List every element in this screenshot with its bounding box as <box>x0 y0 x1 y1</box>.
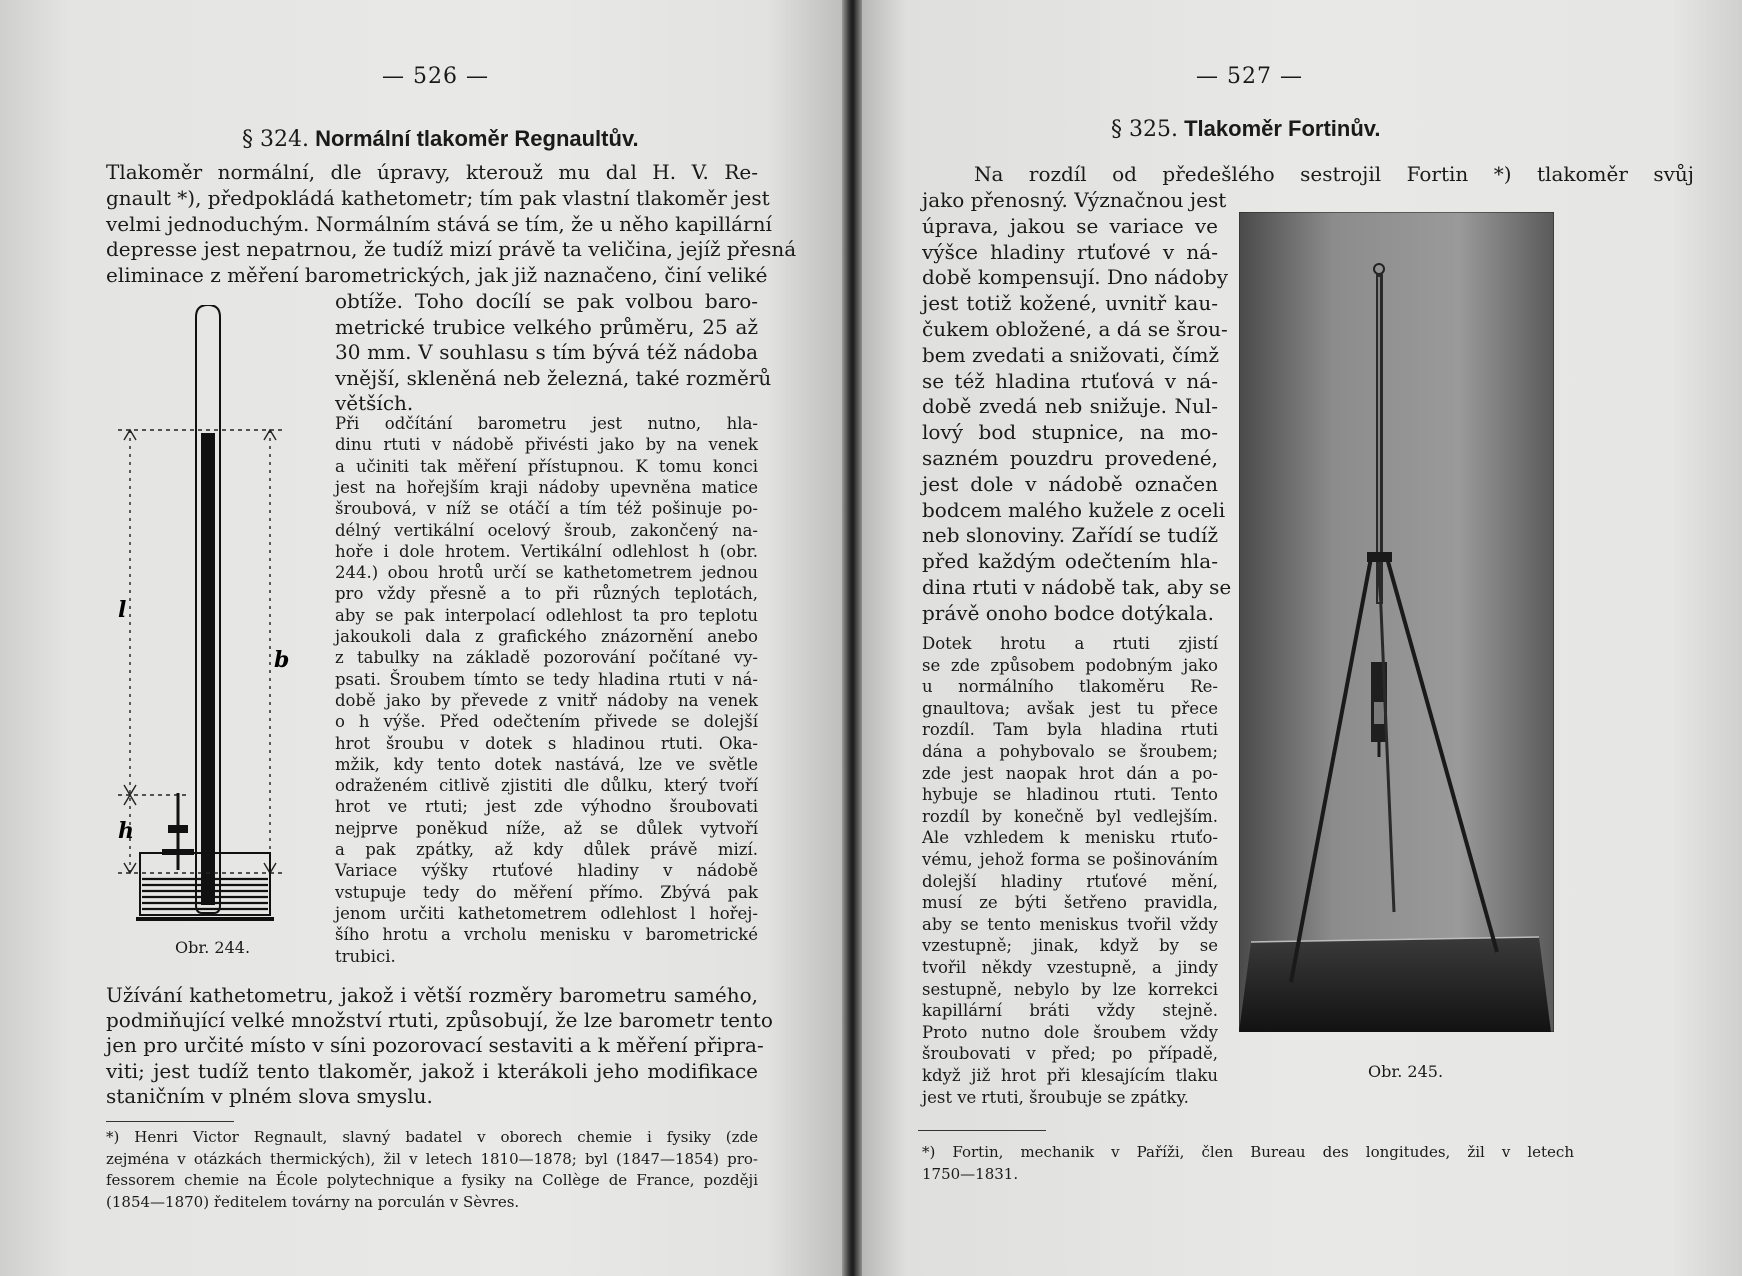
label-h: h <box>118 818 134 844</box>
text-line: o h výše. Před odečtením přivede se dolejší <box>335 712 758 732</box>
text-line: jest dole v nádobě označen <box>922 471 1218 496</box>
footnote-line: *) Fortin, mechanik v Paříži, člen Bureau des longitudes, žil v letech <box>922 1143 1574 1161</box>
text-line: metrické trubice velkého průměru, 25 až <box>335 314 758 339</box>
text-line: jest na hořejším kraji nádoby upevněna matice <box>335 477 758 497</box>
text-line: době kompensují. Dno nádoby <box>922 265 1229 290</box>
text-line: Při odčítání barometru jest nutno, hla- <box>335 414 758 433</box>
footnote-line: (1854—1870) ředitelem továrny na porculán v Sèvres. <box>106 1192 520 1211</box>
text-line: jenom určiti kathetometrem odlehlost l hořej- <box>335 903 758 923</box>
text-line: kapillární bráti vždy stejně. <box>922 1001 1218 1021</box>
page-number-right: — 527 — <box>1196 64 1303 89</box>
text-line: Užívání kathetometru, jakož i větší rozměry barometru samého, <box>106 983 758 1007</box>
text-line: sazném pouzdru provedené, <box>922 446 1218 470</box>
book-gutter <box>842 0 862 1276</box>
text-line: jako přenosný. Význačnou jest <box>922 188 1227 212</box>
text-line: trubici. <box>335 946 396 966</box>
text-line: vnější, skleněná neb železná, také rozměrů <box>335 365 772 390</box>
text-line: neb slonoviny. Zařídí se tudíž <box>922 523 1218 548</box>
text-line: eliminace z měření barometrických, jak již naznačeno, činí veliké <box>106 263 768 288</box>
text-line: zde jest naopak hrot dán a po- <box>922 763 1218 783</box>
text-line: z tabulky na základě pozorování počítané vy- <box>335 648 758 668</box>
text-line: tvořil někdy vzestupně, a jindy <box>922 958 1218 977</box>
section-number: § 325. <box>1111 117 1178 142</box>
text-line: Variace výšky rtuťové hladiny v nádobě <box>335 861 758 881</box>
footnote-line: fessorem chemie na École polytechnique a fysiky na Collège de France, později <box>106 1171 758 1189</box>
section-heading-left <box>242 126 639 152</box>
text-line: Ale vzhledem k menisku rtuťo- <box>922 828 1218 848</box>
left-page <box>0 0 852 1276</box>
text-line: a učiniti tak měření přístupnou. K tomu konci <box>335 456 758 476</box>
text-line: dolejší hladiny rtuťové mění, <box>922 871 1218 891</box>
text-line: u normálního tlakoměru Re- <box>922 677 1218 697</box>
footnote-line: 1750—1831. <box>922 1164 1019 1183</box>
section-heading-right <box>1111 116 1381 142</box>
text-line: jest totiž kožené, uvnitř kau- <box>922 291 1218 316</box>
text-line: nejprve poněkud níže, až se důlek vytvoří <box>335 818 758 838</box>
text-line: rozdíl by konečně byl vedlejším. <box>922 806 1218 826</box>
text-line: podmiňující velké množství rtuti, způsobují, že lze barometr tento <box>106 1008 773 1033</box>
figure-245-caption: Obr. 245. <box>1368 1062 1444 1081</box>
section-title: Normální tlakoměr Regnaultův. <box>315 126 639 151</box>
section-title: Tlakoměr Fortinův. <box>1184 116 1381 141</box>
footnote-rule-left <box>106 1121 234 1122</box>
table-surface <box>1239 937 1551 1032</box>
right-first-line: Na rozdíl od předešlého sestrojil Fortin *) tlakoměr svůj <box>974 162 1694 186</box>
text-line: šroubová, v níž se otáčí a tím též pošinuje po- <box>335 499 758 519</box>
text-line: vstupuje tedy do měření přímo. Zbývá pak <box>335 882 758 902</box>
text-line: sestupně, nebylo by lze korrekci <box>922 979 1218 999</box>
text-line: hrot šroubu v dotek s hladinou rtuti. Oka- <box>335 733 758 753</box>
text-line: dina rtuti v nádobě tak, aby se <box>922 575 1232 599</box>
footnote-line: *) Henri Victor Regnault, slavný badatel v oborech chemie i fysiky (zde <box>106 1128 758 1146</box>
text-line: dinu rtuti v nádobě přivésti jako by na venek <box>335 435 758 455</box>
text-line: vzestupně; jinak, když by se <box>922 936 1218 956</box>
text-line: hrot ve rtuti; jest zde výhodno šroubovati <box>335 797 758 817</box>
text-line: Proto nutno dole šroubem vždy <box>922 1022 1218 1042</box>
label-b: b <box>274 647 290 673</box>
text-line: dána a pohybovalo se šroubem; <box>922 742 1218 761</box>
mercury-column <box>201 433 215 905</box>
text-line: čukem obložené, a dá se šrou- <box>922 317 1228 341</box>
text-line: lový bod stupnice, na mo- <box>922 420 1218 445</box>
text-line: délný vertikální ocelový šroub, zakončený na- <box>335 520 758 540</box>
text-line: jest ve rtuti, šroubuje se zpátky. <box>922 1087 1189 1107</box>
footnote-rule-right <box>918 1130 1046 1131</box>
screw-nut <box>168 825 188 833</box>
text-line: právě onoho bodce dotýkala. <box>922 600 1214 625</box>
text-line: velmi jednoduchým. Normálním stává se tím, že u něho kapillární <box>106 211 772 236</box>
text-line: gnault *), předpokládá kathetometr; tím pak vlastní tlakoměr jest <box>106 185 770 210</box>
text-line: době jako by převede z vnitř nádoby na venek <box>335 690 758 710</box>
text-line: pro vždy přesně a to při různých teplotách, <box>335 584 758 604</box>
text-line: odraženém citlivě zjistiti dle důlku, který tvoří <box>335 776 758 796</box>
page-number-left: — 526 — <box>382 64 489 89</box>
figure-244-caption: Obr. 244. <box>175 938 251 957</box>
text-line: 244.) obou hrotů určí se kathetometrem jednou <box>335 563 758 583</box>
text-line: psati. Šroubem tímto se tedy hladina rtuti v ná- <box>335 669 758 689</box>
text-line: Dotek hrotu a rtuti zjistí <box>922 634 1218 653</box>
photo-background <box>1239 212 1554 1032</box>
text-line: jakoukoli dala z grafického znázornění anebo <box>335 627 758 646</box>
text-line: výšce hladiny rtuťové v ná- <box>922 239 1218 264</box>
figure-245-photo <box>1239 212 1554 1032</box>
text-line: před každým odečtením hla- <box>922 549 1218 574</box>
text-line: bodcem malého kužele z oceli <box>922 497 1226 522</box>
text-line: depresse jest nepatrnou, že tudíž mizí právě ta veličina, jejíž přesná <box>106 237 797 262</box>
text-line: hybuje se hladinou rtuti. Tento <box>922 785 1218 805</box>
text-line: se zde způsobem podobným jako <box>922 655 1218 675</box>
footnote-line: zejména v otázkách thermických), žil v letech 1810—1878; byl (1847—1854) pro- <box>106 1149 758 1168</box>
text-line: staničním v plném slova smyslu. <box>106 1083 433 1108</box>
right-page <box>862 0 1742 1276</box>
text-line: větších. <box>335 391 414 415</box>
text-line: aby se pak interpolací odlehlost ta pro teplotu <box>335 605 758 625</box>
text-line: když již hrot při klesajícím tlaku <box>922 1066 1218 1085</box>
text-line: době zvedá neb snižuje. Nul- <box>922 394 1218 419</box>
text-line: úprava, jakou se variace ve <box>922 213 1218 238</box>
text-line: mžik, kdy tento dotek nastává, lze ve světle <box>335 754 758 774</box>
text-line: a pak zpátky, až kdy důlek právě mizí. <box>335 840 758 859</box>
text-line: 30 mm. V souhlasu s tím bývá též nádoba <box>335 340 758 364</box>
text-line: hoře i dole hrotem. Vertikální odlehlost h (obr. <box>335 541 758 561</box>
text-line: bem zvedati a snižovati, čímž <box>922 342 1220 367</box>
text-line: šroubovati v před; po případě, <box>922 1044 1218 1064</box>
text-line: se též hladina rtuťová v ná- <box>922 368 1218 393</box>
text-line: rozdíl. Tam byla hladina rtuti <box>922 720 1218 740</box>
text-line: jen pro určité místo v síni pozorovací sestaviti a k měření připra- <box>106 1033 764 1058</box>
text-line: Tlakoměr normální, dle úpravy, kterouž mu dal H. V. Re- <box>106 160 758 184</box>
text-line: musí ze býti šetřeno pravidla, <box>922 893 1218 913</box>
text-line: gnaultova; avšak jest tu přece <box>922 698 1218 718</box>
text-line: obtíže. Toho docílí se pak volbou baro- <box>335 289 758 313</box>
label-l: l <box>118 597 127 623</box>
text-line: viti; jest tudíž tento tlakoměr, jakož i kterákoli jeho modifikace <box>106 1058 758 1083</box>
text-line: vému, jehož forma se pošinováním <box>922 850 1218 869</box>
cistern-base <box>136 917 274 921</box>
figure-244-diagram <box>108 305 308 935</box>
section-number: § 324. <box>242 127 309 152</box>
text-line: aby se tento meniskus tvořil vždy <box>922 914 1218 934</box>
text-line: šího hrotu a vrcholu menisku v barometrické <box>335 925 758 945</box>
cistern-window <box>1374 702 1384 724</box>
